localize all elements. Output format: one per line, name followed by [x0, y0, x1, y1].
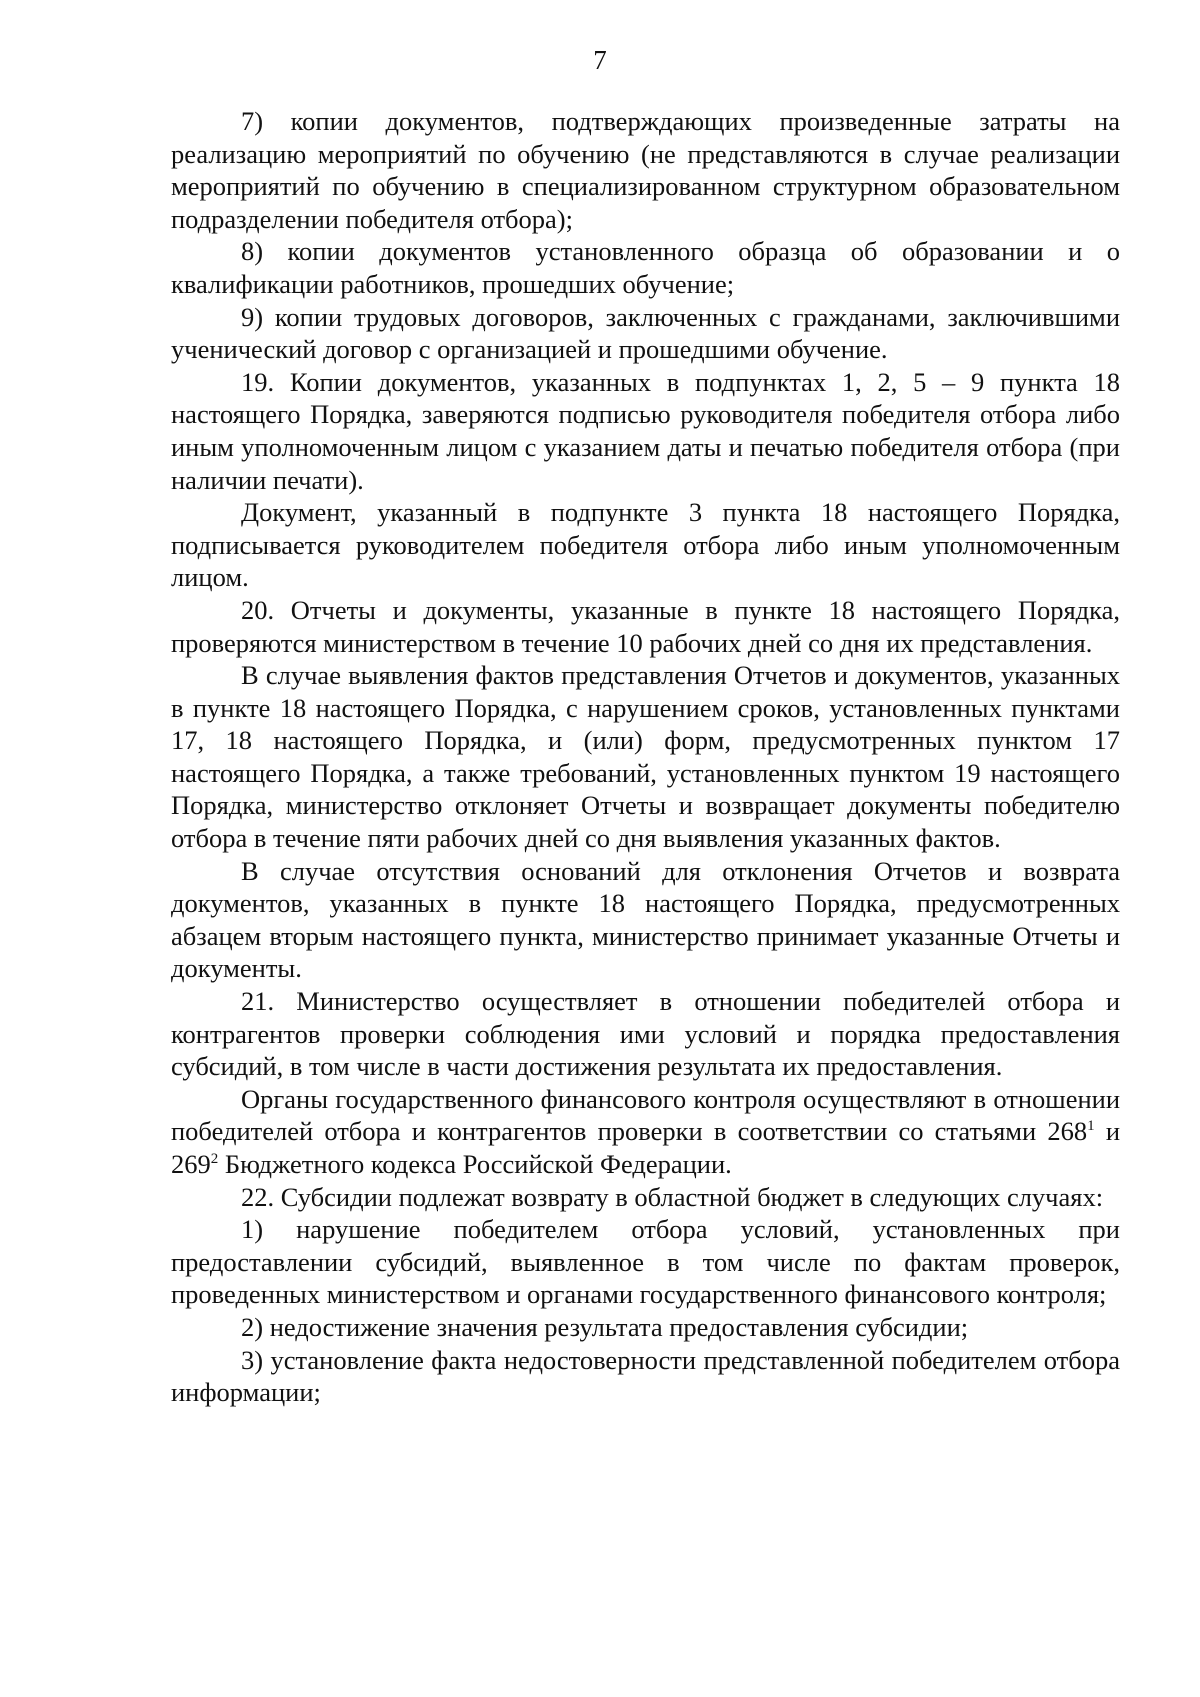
superscript: 1 — [1087, 1118, 1095, 1135]
paragraph: 9) копии трудовых договоров, заключенных с гражданами, заключившими ученический договор с организацией и прошедшими обучение. — [171, 301, 1120, 365]
paragraph-text: Органы государственного финансового контроля осуществляют в отношении победителей отбора и контрагентов проверки в соответствии со статьями 268 — [171, 1083, 1120, 1147]
paragraph: 7) копии документов, подтверждающих произведенные затраты на реализацию мероприятий по обучению (не представляются в случае реализации мероприятий по обучению в специализированном структурном образовательном подразделении победителя отбора); — [171, 106, 1120, 234]
paragraph: 3) установление факта недостоверности представленной победителем отбора информации; — [171, 1344, 1120, 1408]
paragraph: 22. Субсидии подлежат возврату в областной бюджет в следующих случаях: — [241, 1181, 1104, 1212]
paragraph: В случае отсутствия оснований для отклонения Отчетов и возврата документов, указанных в пункте 18 настоящего Порядка, предусмотренных абзацем вторым настоящего пункта, министерство принимает указанные Отчеты и документы. — [171, 855, 1120, 984]
paragraph-text: Бюджетного кодекса Российской Федерации. — [218, 1149, 732, 1179]
paragraph: 21. Министерство осуществляет в отношении победителей отбора и контрагентов проверки соблюдения ими условий и порядка предоставления субсидий, в том числе в части достижения результата их предоставления. — [171, 986, 1120, 1082]
document-body — [171, 105, 1120, 1409]
paragraph-with-footnotes — [171, 1083, 1120, 1181]
paragraph: 8) копии документов установленного образца об образовании и о квалификации работников, прошедших обучение; — [171, 236, 1120, 299]
paragraph: Документ, указанный в подпункте 3 пункта 18 настоящего Порядка, подписывается руководителем победителя отбора либо иным уполномоченным лицом. — [171, 497, 1120, 593]
paragraph: 19. Копии документов, указанных в подпунктах 1, 2, 5 – 9 пункта 18 настоящего Порядка, заверяются подписью руководителя победителя отбора либо иным уполномоченным лицом с указанием даты и печатью победителя отбора (при наличии печати). — [171, 366, 1120, 495]
superscript: 2 — [210, 1151, 219, 1167]
paragraph: 20. Отчеты и документы, указанные в пункте 18 настоящего Порядка, проверяются министерством в течение 10 рабочих дней со дня их представления. — [171, 594, 1120, 658]
paragraph-text: и 269 — [171, 1116, 1120, 1179]
paragraph: 1) нарушение победителем отбора условий, установленных при предоставлении субсидий, выявленное в том числе по фактам проверок, проведенных министерством и органами государственного финансового контроля; — [171, 1214, 1120, 1310]
paragraph: В случае выявления фактов представления Отчетов и документов, указанных в пункте 18 настоящего Порядка, с нарушением сроков, установленных пунктами 17, 18 настоящего Порядка, и (или) форм, предусмотренных пунктом 17 настоящего Порядка, а также требований, установленных пунктом 19 настоящего Порядка, министерство отклоняет Отчеты и возвращает документы победителю отбора в течение пяти рабочих дней со дня выявления указанных фактов. — [171, 660, 1120, 854]
page-number: 7 — [593, 45, 607, 75]
paragraph: 2) недостижение значения результата предоставления субсидии; — [241, 1311, 969, 1342]
